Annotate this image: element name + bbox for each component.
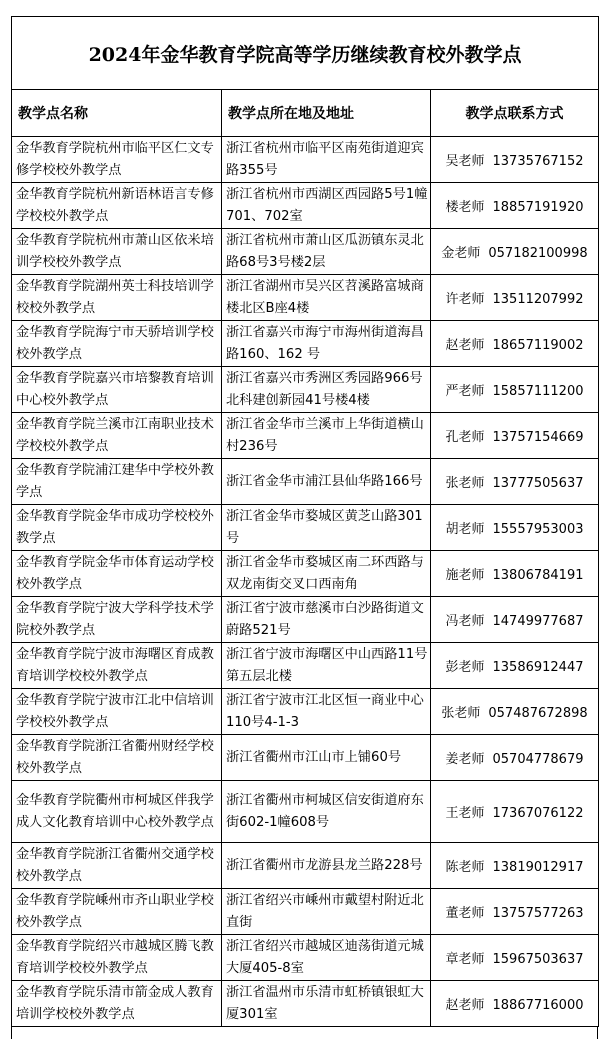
table-row [12, 597, 599, 643]
table-row [12, 275, 599, 321]
table-row [12, 889, 599, 935]
teaching-points-table [11, 16, 599, 1027]
contact-teacher: 楼老师 [445, 200, 485, 215]
contact-phone: 18857191920 [492, 200, 584, 215]
cell-school-name: 金华教育学院乐清市箭金成人教育培训学校校外教学点 [12, 981, 222, 1027]
contact-teacher: 严老师 [445, 384, 485, 399]
cell-address: 浙江省绍兴市越城区迪荡街道元城大厦405-8室 [222, 935, 431, 981]
contact-phone: 13757577263 [492, 906, 584, 921]
cell-school-name: 金华教育学院宁波大学科学技术学院校外教学点 [12, 597, 222, 643]
contact-teacher: 许老师 [445, 292, 485, 307]
contact-phone: 13757154669 [492, 430, 584, 445]
contact-teacher: 王老师 [445, 806, 485, 821]
contact-phone: 057182100998 [488, 246, 588, 261]
header-contact: 教学点联系方式 [431, 90, 599, 137]
table-row [12, 321, 599, 367]
cell-address: 浙江省金华市婺城区黄芝山路301号 [222, 505, 431, 551]
header-name: 教学点名称 [12, 90, 222, 137]
cell-contact [431, 689, 599, 735]
table-row [12, 229, 599, 275]
table-row [12, 735, 599, 781]
cell-address: 浙江省金华市兰溪市上华街道横山村236号 [222, 413, 431, 459]
cell-contact [431, 551, 599, 597]
table-row [12, 459, 599, 505]
table-row [12, 689, 599, 735]
contact-teacher: 张老师 [445, 476, 485, 491]
contact-teacher: 赵老师 [445, 998, 485, 1013]
cell-school-name: 金华教育学院兰溪市江南职业技术学校校外教学点 [12, 413, 222, 459]
cell-address: 浙江省衢州市龙游县龙兰路228号 [222, 843, 431, 889]
cell-school-name: 金华教育学院杭州市萧山区依米培训学校校外教学点 [12, 229, 222, 275]
contact-phone: 13511207992 [492, 292, 584, 307]
cell-address: 浙江省金华市浦江县仙华路166号 [222, 459, 431, 505]
cell-contact [431, 137, 599, 183]
contact-teacher: 孔老师 [445, 430, 485, 445]
cell-address: 浙江省杭州市临平区南苑街道迎宾路355号 [222, 137, 431, 183]
contact-teacher: 陈老师 [445, 860, 485, 875]
cell-contact [431, 183, 599, 229]
cell-school-name: 金华教育学院湖州英士科技培训学校校外教学点 [12, 275, 222, 321]
cell-school-name: 金华教育学院杭州市临平区仁文专修学校校外教学点 [12, 137, 222, 183]
cell-address: 浙江省金华市婺城区南二环西路与双龙南街交叉口西南角 [222, 551, 431, 597]
contact-phone: 13735767152 [492, 154, 584, 169]
cell-school-name: 金华教育学院宁波市海曙区育成教育培训学校校外教学点 [12, 643, 222, 689]
cell-contact [431, 781, 599, 843]
contact-teacher: 彭老师 [445, 660, 485, 675]
contact-phone: 15857111200 [492, 384, 584, 399]
table-body [12, 137, 599, 1027]
table-row [12, 183, 599, 229]
table-row [12, 935, 599, 981]
contact-phone: 13777505637 [492, 476, 584, 491]
cell-contact [431, 459, 599, 505]
table-row [12, 551, 599, 597]
cell-school-name: 金华教育学院绍兴市越城区腾飞教育培训学校校外教学点 [12, 935, 222, 981]
cell-school-name: 金华教育学院杭州新语林语言专修学校校外教学点 [12, 183, 222, 229]
cell-contact [431, 229, 599, 275]
school-list-sheet [11, 16, 598, 1039]
cell-school-name: 金华教育学院嘉兴市培黎教育培训中心校外教学点 [12, 367, 222, 413]
contact-teacher: 章老师 [445, 952, 485, 967]
contact-phone: 18657119002 [492, 338, 584, 353]
cell-contact [431, 505, 599, 551]
cell-school-name: 金华教育学院宁波市江北中信培训学校校外教学点 [12, 689, 222, 735]
cell-address: 浙江省宁波市慈溪市白沙路街道文蔚路521号 [222, 597, 431, 643]
cell-contact [431, 367, 599, 413]
contact-teacher: 金老师 [441, 246, 481, 261]
table-tail [11, 1027, 598, 1039]
contact-phone: 13586912447 [492, 660, 584, 675]
contact-phone: 05704778679 [492, 752, 584, 767]
table-row [12, 137, 599, 183]
cell-school-name: 金华教育学院海宁市天骄培训学校校外教学点 [12, 321, 222, 367]
cell-contact [431, 321, 599, 367]
table-row [12, 367, 599, 413]
cell-contact [431, 981, 599, 1027]
contact-phone: 13806784191 [492, 568, 584, 583]
cell-address: 浙江省湖州市吴兴区苕溪路富城商楼北区B座4楼 [222, 275, 431, 321]
cell-address: 浙江省衢州市江山市上铺60号 [222, 735, 431, 781]
contact-teacher: 吴老师 [445, 154, 485, 169]
cell-school-name: 金华教育学院嵊州市齐山职业学校校外教学点 [12, 889, 222, 935]
table-row [12, 413, 599, 459]
contact-phone: 14749977687 [492, 614, 584, 629]
cell-school-name: 金华教育学院浙江省衢州交通学校校外教学点 [12, 843, 222, 889]
table-row [12, 981, 599, 1027]
contact-teacher: 施老师 [445, 568, 485, 583]
cell-address: 浙江省嘉兴市秀洲区秀园路966号北科建创新园41号楼4楼 [222, 367, 431, 413]
cell-contact [431, 889, 599, 935]
contact-teacher: 胡老师 [445, 522, 485, 537]
cell-address: 浙江省宁波市海曙区中山西路11号第五层北楼 [222, 643, 431, 689]
cell-address: 浙江省衢州市柯城区信安街道府东街602-1幢608号 [222, 781, 431, 843]
cell-address: 浙江省宁波市江北区恒一商业中心110号4-1-3 [222, 689, 431, 735]
contact-phone: 18867716000 [492, 998, 584, 1013]
table-row [12, 505, 599, 551]
contact-teacher: 冯老师 [445, 614, 485, 629]
cell-contact [431, 935, 599, 981]
contact-teacher: 董老师 [445, 906, 485, 921]
cell-contact [431, 413, 599, 459]
contact-phone: 15557953003 [492, 522, 584, 537]
header-address: 教学点所在地及地址 [222, 90, 431, 137]
header-row [12, 90, 599, 137]
cell-address: 浙江省温州市乐清市虹桥镇银虹大厦301室 [222, 981, 431, 1027]
table-row [12, 843, 599, 889]
contact-teacher: 赵老师 [445, 338, 485, 353]
contact-teacher: 姜老师 [445, 752, 485, 767]
cell-school-name: 金华教育学院金华市体育运动学校校外教学点 [12, 551, 222, 597]
cell-address: 浙江省绍兴市嵊州市戴望村附近北直街 [222, 889, 431, 935]
cell-contact [431, 275, 599, 321]
contact-phone: 057487672898 [488, 706, 588, 721]
table-title: 2024年金华教育学院高等学历继续教育校外教学点 [12, 17, 599, 90]
contact-phone: 13819012917 [492, 860, 584, 875]
contact-phone: 15967503637 [492, 952, 584, 967]
cell-contact [431, 735, 599, 781]
contact-teacher: 张老师 [441, 706, 481, 721]
cell-school-name: 金华教育学院浦江建华中学校外教学点 [12, 459, 222, 505]
cell-address: 浙江省杭州市西湖区西园路5号1幢701、702室 [222, 183, 431, 229]
cell-contact [431, 843, 599, 889]
table-row [12, 643, 599, 689]
contact-phone: 17367076122 [492, 806, 584, 821]
cell-contact [431, 643, 599, 689]
cell-address: 浙江省嘉兴市海宁市海州街道海昌路160、162 号 [222, 321, 431, 367]
cell-contact [431, 597, 599, 643]
cell-school-name: 金华教育学院衢州市柯城区伴我学成人文化教育培训中心校外教学点 [12, 781, 222, 843]
cell-address: 浙江省杭州市萧山区瓜沥镇东灵北路68号3号楼2层 [222, 229, 431, 275]
cell-school-name: 金华教育学院浙江省衢州财经学校校外教学点 [12, 735, 222, 781]
table-row [12, 781, 599, 843]
cell-school-name: 金华教育学院金华市成功学校校外教学点 [12, 505, 222, 551]
